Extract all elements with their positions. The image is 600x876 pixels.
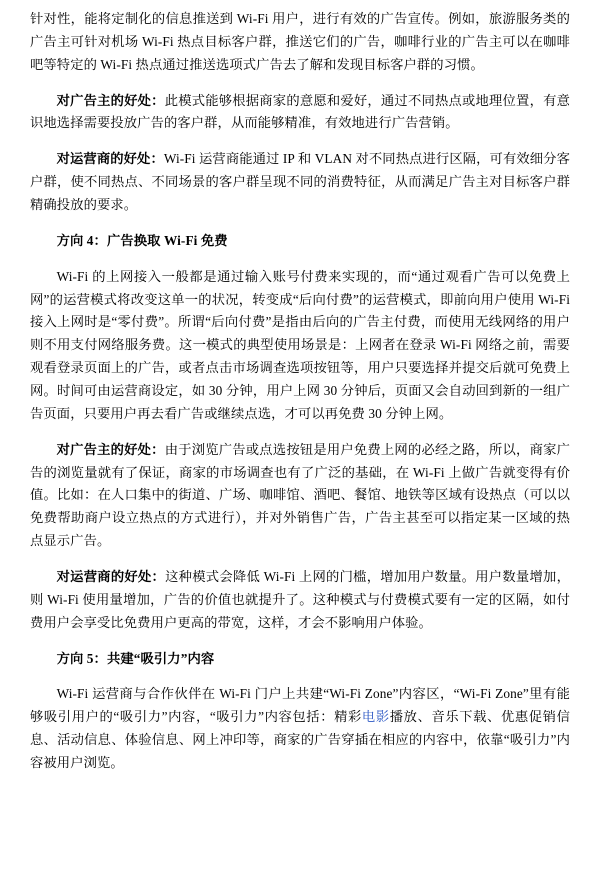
paragraph-lead-label: 对广告主的好处： (56, 441, 165, 457)
paragraph-operator-benefit-2 (30, 566, 570, 635)
paragraph-text-after-link: 播放、音乐下载、优惠促销信息、活动信息、体验信息、网上冲印等，商家的广告穿插在相应的内容中，依靠“吸引力”内容被用户浏览。 (30, 709, 570, 771)
paragraph-direction-4-body: Wi-Fi 的上网接入一般都是通过输入账号付费来实现的，而“通过观看广告可以免费上网”的运营模式将改变这单一的状况，转变成“后向付费”的运营模式，即前向用户使用 Wi-Fi 接入上网时是“零付费”。所谓“后向付费”是指由后向的广告主付费，而使用无线网络的用户则不用支付网络服务费。这一模式的典型使用场景是：上网者在登录 Wi-Fi 网络之前，需要观看登录页面上的广告，或者点击市场调查选项按钮等，用户只要选择并提交后就可免费上网。时间可由运营商设定，如 30 分钟，用户上网 30 分钟后，页面又会自动回到新的一组广告页面，只要用户再去看广告或继续点选，才可以再免费 30 分钟上网。 (30, 268, 570, 421)
paragraph-text: 由于浏览广告或点选按钮是用户免费上网的必经之路，所以，商家广告的浏览量就有了保证，商家的市场调查也有了广泛的基础，在 Wi-Fi 上做广告就变得有价值。比如：在人口集中的街道、广场、咖啡馆、酒吧、餐馆、地铁等区域有设热点（可以以免费帮助商户设立热点的方式进行），并对外销售广告，广告主甚至可以指定某一区域的热点显示广告。 (30, 441, 570, 549)
paragraph-text: Wi-Fi 运营商能通过 IP 和 VLAN 对不同热点进行区隔，可有效细分客户群，使不同热点、不同场景的客户群呈现不同的消费特征，从而满足广告主对目标客户群精确投放的要求。 (30, 151, 570, 213)
section-heading-direction-4: 方向 4：广告换取 Wi-Fi 免费 (56, 232, 228, 248)
paragraph-operator-benefit-1 (30, 148, 570, 217)
paragraph-advertiser-benefit-1 (30, 90, 570, 136)
paragraph-advertiser-benefit-2 (30, 439, 570, 553)
paragraph-text: 此模式能够根据商家的意愿和爱好，通过不同热点或地理位置，有意识地选择需要投放广告的客户群，从而能够精准，有效地进行广告营销。 (30, 92, 570, 131)
paragraph-direction-5-body (30, 683, 570, 774)
paragraph-lead-label: 对运营商的好处： (56, 569, 166, 585)
paragraph-text-before-link: Wi-Fi 运营商与合作伙伴在 Wi-Fi 门户上共建“Wi-Fi Zone”内容区，“Wi-Fi Zone”里有能够吸引用户的“吸引力”内容，“吸引力”内容包括：精彩 (30, 686, 570, 725)
paragraph-lead-label: 对运营商的好处： (56, 151, 164, 167)
paragraph-text: 这种模式会降低 Wi-Fi 上网的门槛，增加用户数量。用户数量增加，则 Wi-Fi 使用量增加，广告的价值也就提升了。这种模式与付费模式要有一定的区隔，如付费用户会享受比免费用户更高的带宽，这样，才会不影响用户体验。 (30, 569, 570, 630)
paragraph-body: 针对性，能将定制化的信息推送到 Wi-Fi 用户，进行有效的广告宣传。例如，旅游服务类的广告主可针对机场 Wi-Fi 热点目标客户群，推送它们的广告，咖啡行业的广告主可以在咖啡吧等特定的 Wi-Fi 热点通过推送选项式广告去了解和发现目标客户群的习惯。 (30, 11, 570, 72)
paragraph-lead-label: 对广告主的好处： (56, 92, 165, 108)
movie-link[interactable]: 电影 (361, 709, 390, 725)
section-heading-direction-5: 方向 5：共建“吸引力”内容 (56, 650, 215, 666)
